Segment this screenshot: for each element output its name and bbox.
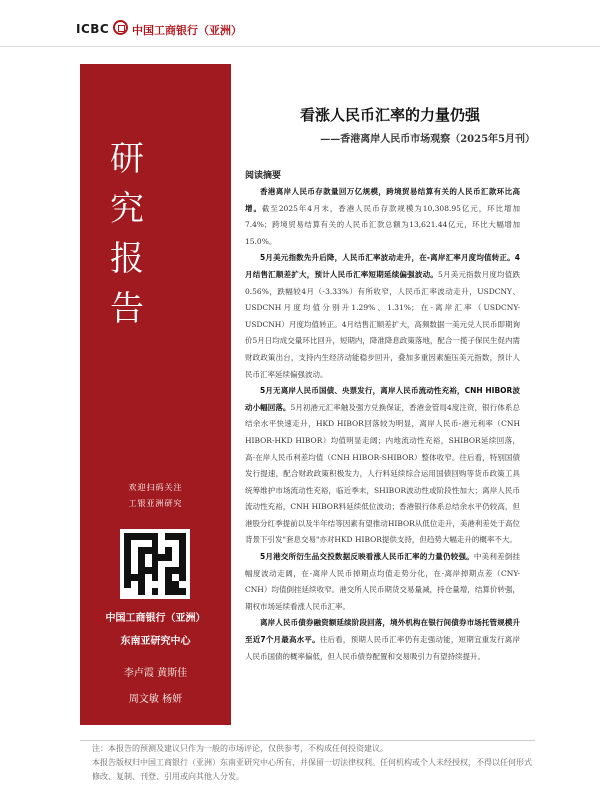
icbc-logo-icon xyxy=(113,20,128,35)
qr-module xyxy=(179,567,186,574)
qr-module xyxy=(179,540,186,547)
paragraph-text: 5月美元指数月度均值跌0.56%，跌幅较4月（-3.33%）有所收窄，人民币汇率波动走升，USDCNY、USDCNH月度均值分别升1.29%、1.31%；在-离岸汇率（USDCNY-USDCNH）月度均值转正。4月结售汇顺差扩大，高频数据一美元兑人民币即期询价5月日均成交量环比回升，短期内，降准降息政策落地，配合一揽子保民生促内需财政政策出台，支持内生经济动能稳步回升，叠加多重因素施压美元指数，预计人民币汇率延续偏强波动。 xyxy=(245,269,520,379)
qr-module xyxy=(165,567,172,574)
qr-module xyxy=(124,554,131,561)
qr-module xyxy=(131,540,138,547)
summary-paragraph xyxy=(245,250,520,383)
org-center: 东南亚研究中心 xyxy=(120,636,191,647)
authors-line-1: 李卢霞 黄斯佳 xyxy=(123,668,188,679)
qr-module xyxy=(158,581,165,588)
qr-module xyxy=(131,533,138,540)
qr-module xyxy=(172,581,179,588)
qr-module xyxy=(165,554,172,561)
qr-module xyxy=(179,554,186,561)
qr-module xyxy=(145,554,152,561)
icbc-logo-text: ICBC xyxy=(76,22,110,36)
qr-module xyxy=(138,574,145,581)
qr-module xyxy=(138,540,145,547)
qr-module xyxy=(172,588,179,595)
qr-caption-1: 欢迎扫码关注 xyxy=(128,483,183,492)
qr-module xyxy=(145,588,152,595)
summary-paragraph xyxy=(245,383,520,549)
authors-line-2: 周文敏 杨妍 xyxy=(128,694,183,705)
qr-module xyxy=(124,533,131,540)
qr-module xyxy=(165,588,172,595)
qr-module xyxy=(165,540,172,547)
paragraph-text: 往后看，预期人民币汇率仍有走强动能，短期宜重发行离岸人民币国债的概率偏低，但人民币债券配置和交易吸引力有望持续提升。 xyxy=(245,635,521,661)
qr-caption-2: 工银亚洲研究 xyxy=(128,499,183,508)
footer-copyright: 本报告版权归中国工商银行（亚洲）东南亚研究中心所有，并保留一切法律权利。任何机构或个人未经授权，不得以任何形式修改、复制、刊登、引用或向其他人分发。 xyxy=(92,758,532,781)
qr-module xyxy=(124,561,131,568)
qr-module xyxy=(152,588,159,595)
qr-module xyxy=(138,533,145,540)
qr-module xyxy=(145,561,152,568)
qr-module xyxy=(152,554,159,561)
qr-module xyxy=(124,547,131,554)
qr-module xyxy=(145,574,152,581)
qr-module xyxy=(152,533,159,540)
qr-module xyxy=(138,554,145,561)
qr-module xyxy=(172,574,179,581)
qr-module xyxy=(179,588,186,595)
qr-module xyxy=(158,567,165,574)
org-name: 中国工商银行（亚洲） xyxy=(105,613,206,624)
paragraph-lead: 香港离岸人民币存款量回万亿规模，跨境贸易结算有关的人民币汇款环比高增。 xyxy=(245,187,520,213)
qr-module xyxy=(145,581,152,588)
qr-module xyxy=(179,574,186,581)
paragraph-lead: 5月港交所衍生品交投数据反映看涨人民币汇率的力量仍较强。 xyxy=(260,552,474,562)
qr-module xyxy=(152,540,159,547)
header-divider xyxy=(0,46,600,47)
icbc-logo-cn: 中国工商银行（亚洲） xyxy=(132,24,242,37)
qr-module xyxy=(172,554,179,561)
section-heading: 阅读摘要 xyxy=(245,171,282,181)
qr-module xyxy=(172,561,179,568)
qr-module xyxy=(138,588,145,595)
qr-module xyxy=(124,567,131,574)
qr-module xyxy=(158,554,165,561)
qr-module xyxy=(165,581,172,588)
qr-module xyxy=(124,540,131,547)
qr-module xyxy=(172,567,179,574)
qr-module xyxy=(124,581,131,588)
qr-module xyxy=(131,547,138,554)
qr-module xyxy=(152,561,159,568)
qr-module xyxy=(145,567,152,574)
qr-module xyxy=(158,533,165,540)
sidebar-panel xyxy=(80,64,231,725)
qr-module xyxy=(145,547,152,554)
qr-module xyxy=(179,561,186,568)
qr-module xyxy=(165,561,172,568)
qr-module xyxy=(138,567,145,574)
paragraph-lead: 5月无离岸人民币国债、央票发行，离岸人民币流动性充裕，CNH HIBOR波动小幅回落。 xyxy=(245,386,520,412)
qr-module xyxy=(131,554,138,561)
page-subtitle: ——香港离岸人民币市场观察（2025年5月刊） xyxy=(320,134,535,145)
qr-module xyxy=(158,588,165,595)
qr-module xyxy=(145,533,152,540)
qr-module xyxy=(152,547,159,554)
qr-module xyxy=(179,533,186,540)
page-footer xyxy=(92,742,532,784)
page-title: 看涨人民币汇率的力量仍强 xyxy=(299,106,480,124)
sidebar-vertical-title: 研究报告 xyxy=(110,139,144,329)
qr-module xyxy=(179,547,186,554)
qr-module xyxy=(124,574,131,581)
qr-module xyxy=(179,581,186,588)
summary-body xyxy=(245,184,520,665)
qr-module xyxy=(138,561,145,568)
qr-module xyxy=(165,574,172,581)
paragraph-text: 5月初港元汇率触及强方兑换保证，香港金管局4度注资，银行体系总结余水平快速走升，HKD HIBOR回落较为明显，离岸人民币-港元利率（CNH HIBOR-HKD HIBOR）均值明显走阔；内地流动性充裕，SHIBOR延续回落，高-在岸人民币利差均值（CNH HIBOR-SHIBOR）整体收窄。往后看，特别国债发行提速，配合财政政策积极发力，人行料延续综合运用国债回购等货币政策工具统筹维护市场流动性充裕，临近季末，SHIBOR波动性或阶段性加大；离岸人民币流动性充裕，CNH HIBOR料延续低位波动；香港银行体系总结余水平仍较高，但港股分红季提前以及半年结等因素有望推动HIBOR从低位走升，美港利差处于高位背景下引发"套息交易"亦对HKD HIBOR提供支持，但趋势大幅走升的概率不大。 xyxy=(245,402,521,545)
qr-module xyxy=(172,547,179,554)
qr-module xyxy=(138,581,145,588)
qr-code-pattern xyxy=(124,533,186,595)
qr-module xyxy=(158,574,165,581)
qr-module xyxy=(165,533,172,540)
qr-module xyxy=(158,561,165,568)
qr-module xyxy=(138,547,145,554)
paragraph-lead: 离岸人民币债券融资额延续阶段回落，境外机构在银行间债券市场托管规模升至近7个月最高水平。 xyxy=(245,618,520,645)
summary-paragraph xyxy=(245,549,520,615)
qr-module xyxy=(145,540,152,547)
qr-module xyxy=(152,581,159,588)
qr-module xyxy=(172,533,179,540)
qr-module xyxy=(131,567,138,574)
qr-module xyxy=(158,540,165,547)
qr-code[interactable] xyxy=(120,529,190,599)
qr-module xyxy=(172,540,179,547)
qr-module xyxy=(152,567,159,574)
qr-module xyxy=(131,581,138,588)
summary-paragraph xyxy=(245,184,520,250)
paragraph-lead: 5月美元指数先升后降，人民币汇率波动走升，在-离岸汇率月度均值转正。4月结售汇顺差扩大，预计人民币汇率短期延续偏强波动。 xyxy=(245,253,520,279)
footer-divider xyxy=(80,740,535,741)
qr-module xyxy=(165,547,172,554)
footer-disclaimer: 注：本报告的预测及建议只作为一般的市场评论，仅供参考，不构成任何投资建议。 xyxy=(92,744,388,753)
qr-module xyxy=(131,588,138,595)
paragraph-text: 截至2025年4月末，香港人民币存款规模为10,308.95亿元，环比增加7.4%；跨境贸易结算有关的人民币汇款总额为13,621.44亿元，环比大幅增加15.0%。 xyxy=(245,203,521,246)
qr-module xyxy=(131,574,138,581)
qr-module xyxy=(158,547,165,554)
qr-module xyxy=(152,574,159,581)
summary-paragraph xyxy=(245,615,520,665)
page-header xyxy=(0,0,600,52)
qr-module xyxy=(124,588,131,595)
paragraph-text: 中美利差倒挂幅度波动走阔，在-离岸人民币掉期点均值走势分化，在-离岸掉期点差（CNY-CNH）均值倒挂延续收窄。港交所人民币期货交易量减，持仓量增，结算价转强，期权市场延续看涨人民币汇率。 xyxy=(245,552,521,611)
qr-module xyxy=(131,561,138,568)
